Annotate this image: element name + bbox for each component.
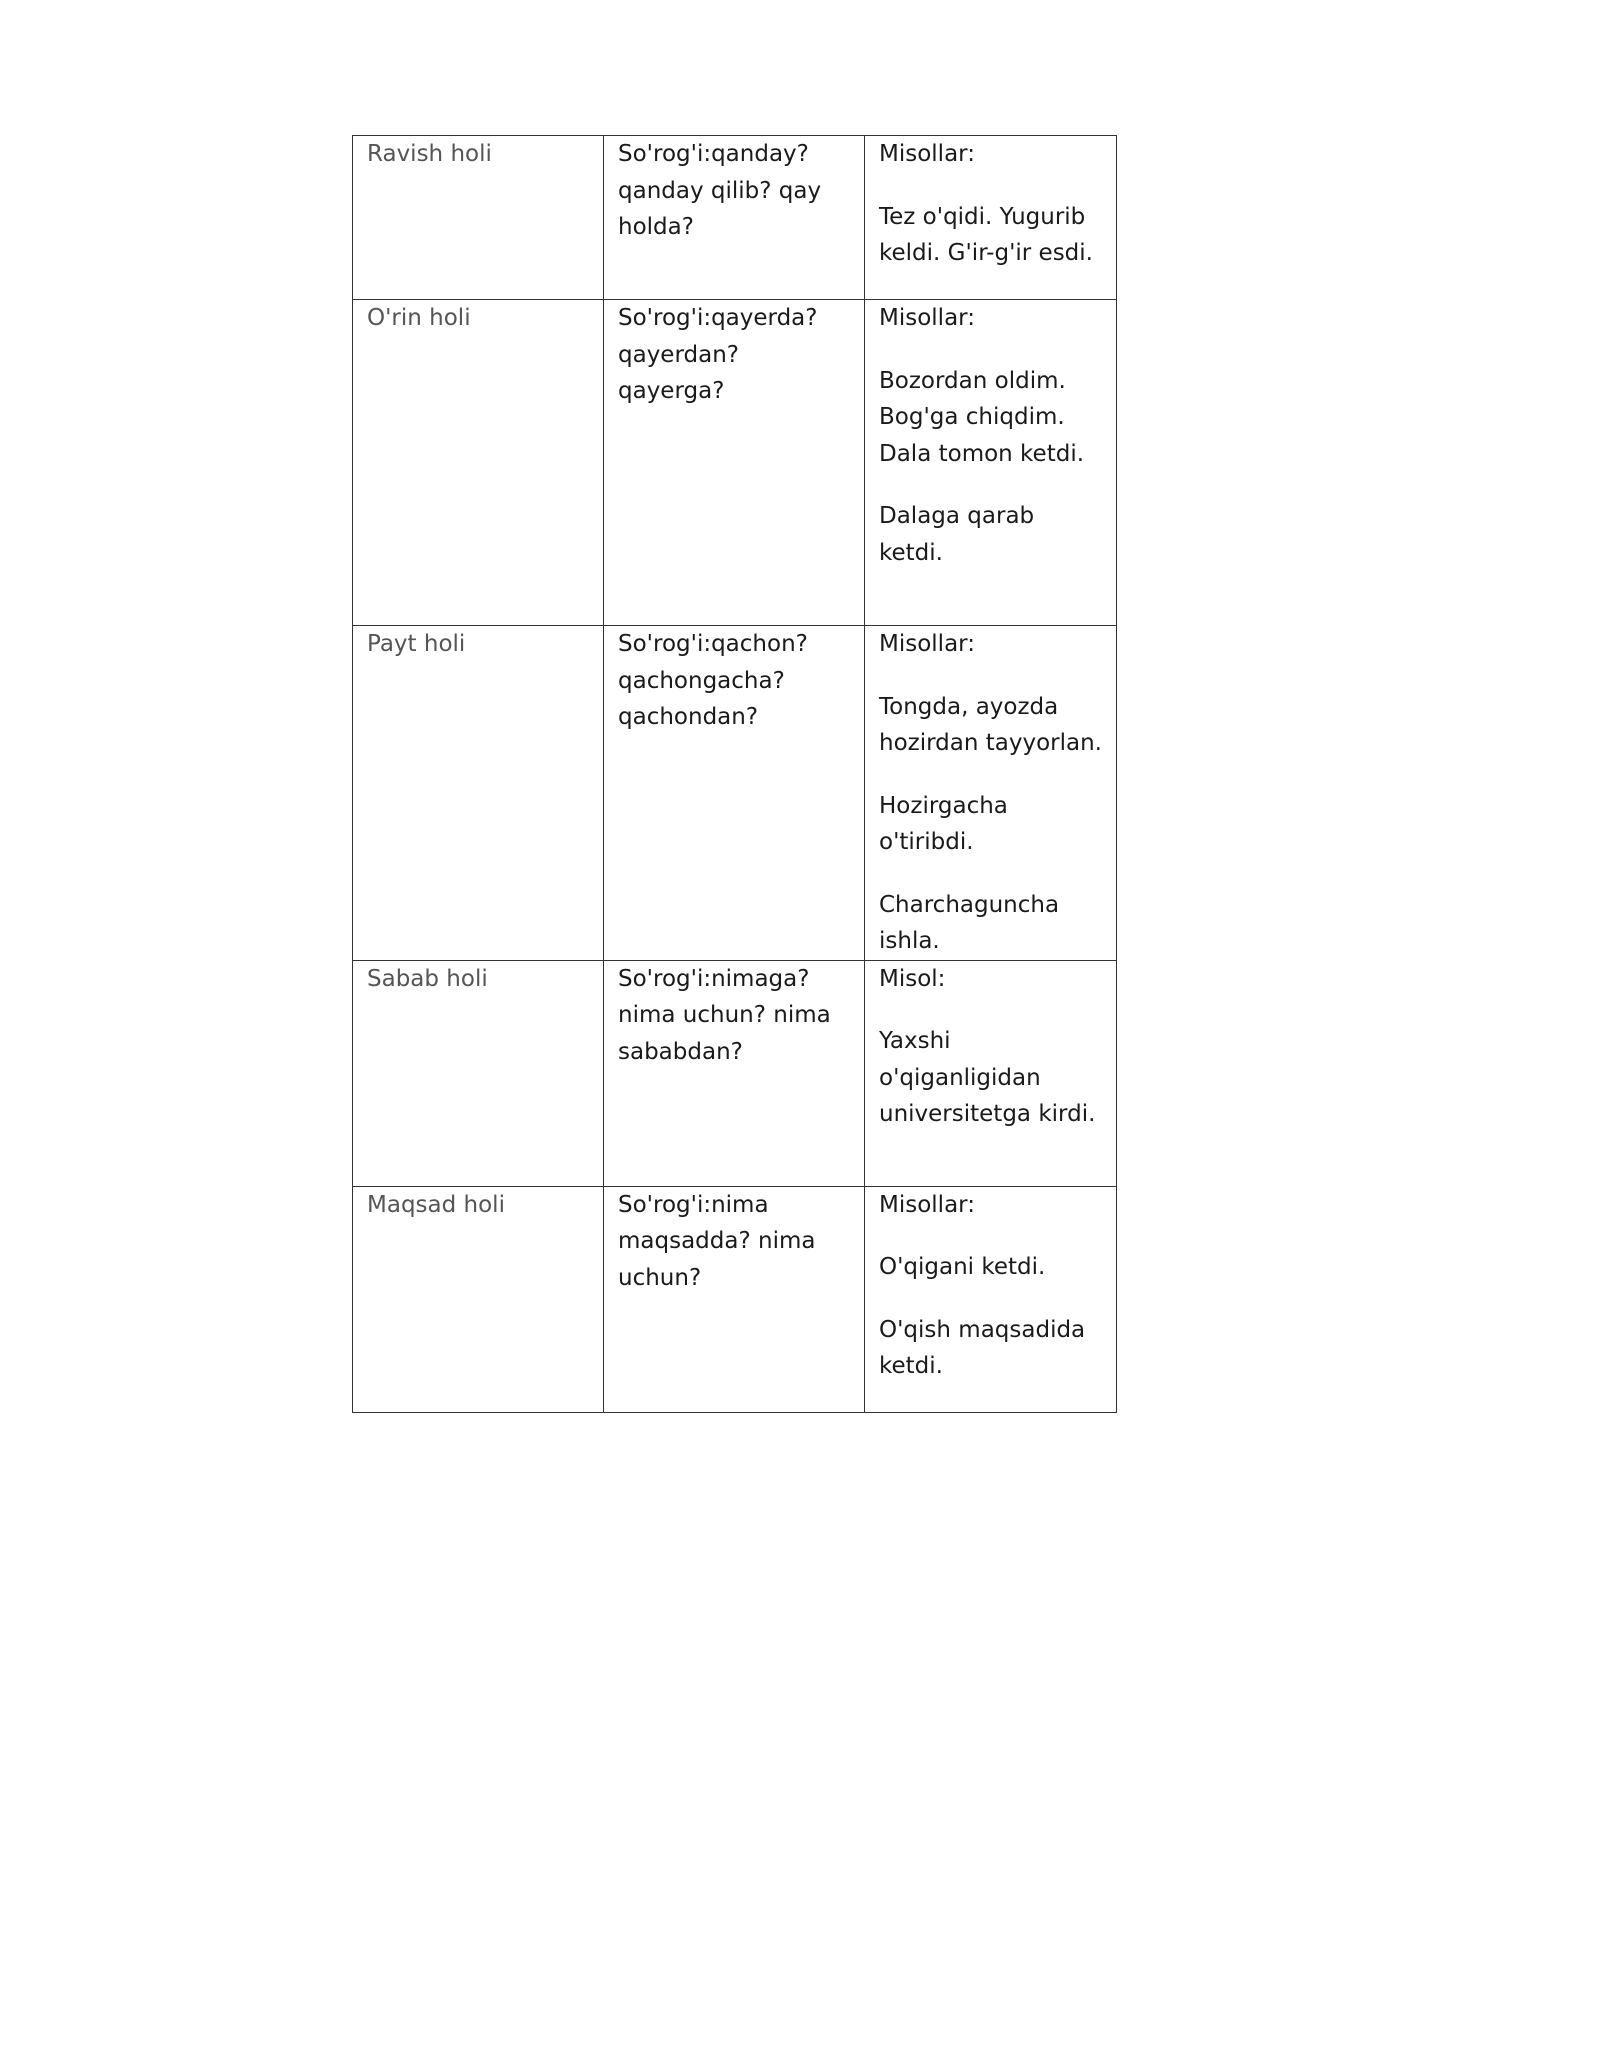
example-text: Yaxshi o'qiganligidan universitetga kirdi.	[879, 1028, 1096, 1127]
grammar-table	[352, 135, 1117, 1413]
example-text: Charchaguncha ishla.	[879, 891, 1060, 954]
term-cell	[353, 136, 604, 300]
question-cell	[604, 136, 865, 300]
example-text: Dalaga qarab ketdi.	[879, 503, 1035, 566]
table-row	[353, 1186, 1117, 1412]
question-text: So'rog'i:nima maqsadda? nima uchun?	[618, 1191, 816, 1291]
examples-cell	[865, 136, 1117, 300]
table-row	[353, 136, 1117, 300]
question-cell	[604, 1186, 865, 1412]
question-text: So'rog'i:qanday? qanday qilib? qay holda?	[618, 141, 822, 240]
example-text: Hozirgacha o'tiribdi.	[879, 792, 1008, 855]
question-text: So'rog'i:nimaga? nima uchun? nima sababdan?	[618, 965, 831, 1065]
examples-cell	[865, 1186, 1117, 1412]
examples-heading: Misol:	[879, 965, 946, 992]
question-cell	[604, 626, 865, 961]
examples-cell	[865, 626, 1117, 961]
table-row	[353, 626, 1117, 961]
term-text: O'rin holi	[367, 305, 471, 331]
examples-cell	[865, 300, 1117, 626]
example-text: Bozordan oldim. Bog'ga chiqdim. Dala tomon ketdi.	[879, 367, 1085, 467]
question-text: So'rog'i:qachon? qachongacha? qachondan?	[618, 631, 808, 730]
question-cell	[604, 960, 865, 1186]
term-cell	[353, 1186, 604, 1412]
question-text: So'rog'i:qayerda? qayerdan? qayerga?	[618, 305, 818, 404]
examples-heading: Misollar:	[879, 141, 975, 167]
examples-heading: Misollar:	[879, 1191, 975, 1218]
table-row	[353, 300, 1117, 626]
example-text: O'qigani ketdi.	[879, 1254, 1046, 1280]
examples-heading: Misollar:	[879, 631, 975, 657]
example-text: Tez o'qidi. Yugurib keldi. G'ir-g'ir esdi.	[879, 203, 1093, 266]
question-cell	[604, 300, 865, 626]
table-row	[353, 960, 1117, 1186]
term-cell	[353, 626, 604, 961]
examples-heading: Misollar:	[879, 305, 975, 331]
term-text: Payt holi	[367, 631, 466, 657]
examples-cell	[865, 960, 1117, 1186]
example-text: Tongda, ayozda hozirdan tayyorlan.	[879, 693, 1102, 756]
term-text: Ravish holi	[367, 141, 492, 167]
term-text: Sabab holi	[367, 965, 488, 992]
example-text: O'qish maqsadida ketdi.	[879, 1316, 1086, 1379]
term-cell	[353, 300, 604, 626]
term-cell	[353, 960, 604, 1186]
term-text: Maqsad holi	[367, 1191, 505, 1218]
